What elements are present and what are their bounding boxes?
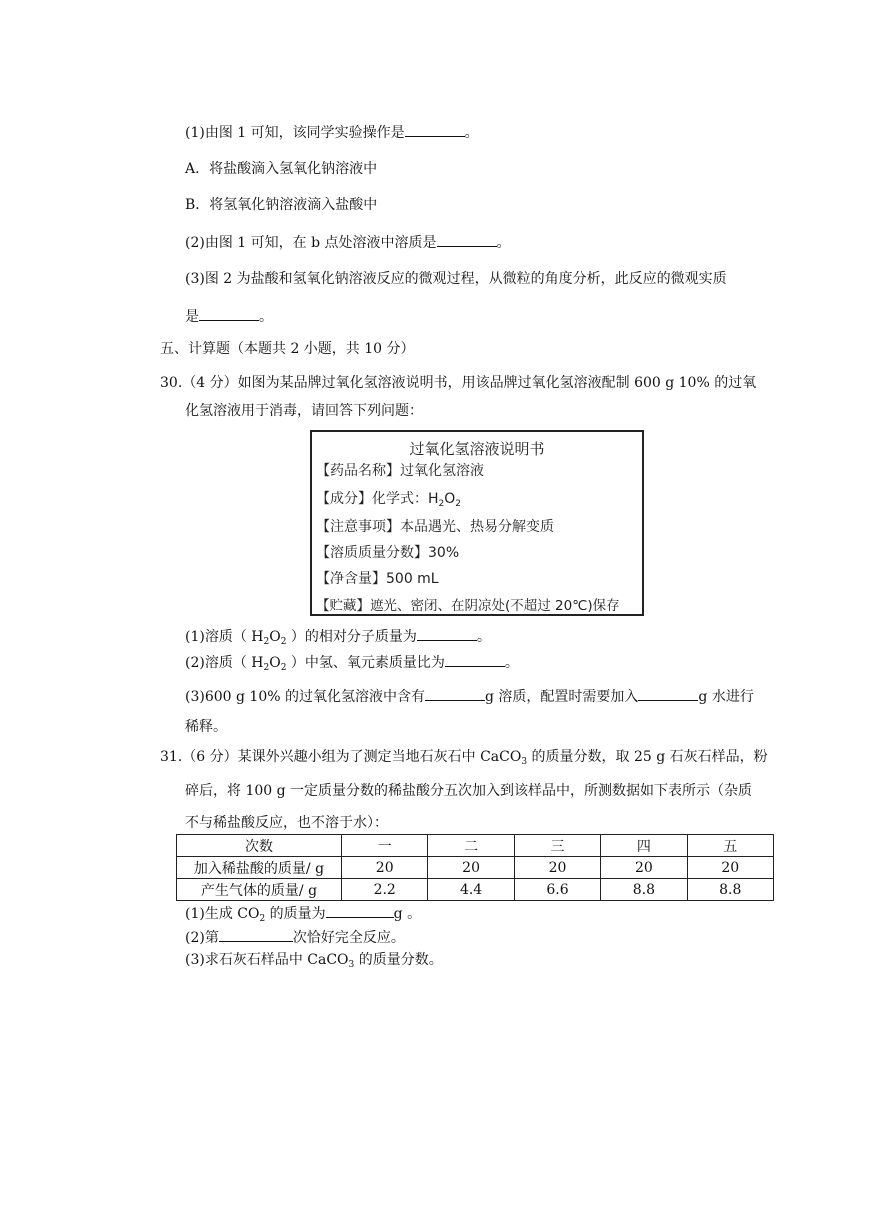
- q30-part2: (2)溶质（ $H_2O_2$ ）中氢、氧元素质量比为 。: [185, 652, 519, 677]
- label-drug-name: 【药品名称】过氧化氢溶液: [316, 463, 484, 479]
- product-label-image: [310, 430, 644, 616]
- q31-stem-line2: 碎后，将 100 g 一定质量分数的稀盐酸分五次加入到该样品中，所测数据如下表所示（杂质: [185, 783, 753, 799]
- table-cell: 三: [514, 835, 600, 857]
- label-precautions: 【注意事项】本品遇光、热易分解变质: [316, 519, 554, 535]
- table-header-row: [177, 835, 774, 857]
- table-cell: 产生气体的质量/ g: [177, 879, 342, 901]
- table-cell: 20: [514, 857, 600, 879]
- label-concentration: 【溶质质量分数】30%: [316, 545, 460, 561]
- table-cell: 次数: [177, 835, 342, 857]
- table-cell: 五: [687, 835, 773, 857]
- q30-part3: (3)600 g 10% 的过氧化氢溶液中含有 g 溶质，配置时需要加入 g 水进行: [185, 686, 754, 706]
- table-cell: 20: [601, 857, 687, 879]
- q29-option-b: B．将氢氧化钠溶液滴入盐酸中: [185, 197, 378, 213]
- q30-stem-line1: 30.（4 分）如图为某品牌过氧化氢溶液说明书，用该品牌过氧化氢溶液配制 600 g 10% 的过氧: [160, 375, 757, 391]
- label-net-content: 【净含量】500 mL: [316, 571, 439, 587]
- table-row: [177, 879, 774, 901]
- table-cell: 4.4: [428, 879, 514, 901]
- answer-blank[interactable]: [199, 306, 259, 321]
- q29-part1: (1)由图 1 可知，该同学实验操作是 。: [185, 122, 479, 142]
- table-cell: 20: [428, 857, 514, 879]
- answer-blank[interactable]: [437, 232, 497, 247]
- table-cell: 2.2: [342, 879, 428, 901]
- table-cell: 8.8: [601, 879, 687, 901]
- table-cell: 二: [428, 835, 514, 857]
- q31-part2: (2)第 次恰好完全反应。: [185, 930, 405, 946]
- q31-stem-line3: 不与稀盐酸反应，也不溶于水）：: [185, 815, 388, 831]
- table-cell: 加入稀盐酸的质量/ g: [177, 857, 342, 879]
- q30-part1: (1)溶质（ $H_2O_2$ ）的相对分子质量为 。: [185, 626, 491, 651]
- q30-stem-line2: 化氢溶液用于消毒，请回答下列问题：: [185, 403, 423, 419]
- data-table: [176, 834, 774, 901]
- table-cell: 四: [601, 835, 687, 857]
- table-cell: 6.6: [514, 879, 600, 901]
- label-storage: 【贮藏】遮光、密闭、在阴凉处(不超过 20℃)保存: [316, 598, 620, 614]
- q29-option-a: A．将盐酸滴入氢氧化钠溶液中: [185, 161, 378, 177]
- label-composition: 【成分】化学式：$H_2O_2$: [316, 491, 462, 509]
- q31-stem-line1: 31.（6 分）某课外兴趣小组为了测定当地石灰石中 CaCO$_3$ 的质量分数，取 25 g 石灰石样品，粉: [160, 749, 768, 767]
- q29-part2: (2)由图 1 可知，在 b 点处溶液中溶质是 。: [185, 232, 511, 252]
- section-heading: 五、计算题（本题共 2 小题，共 10 分）: [160, 341, 415, 357]
- q29-part3-cont: 是 。: [185, 306, 273, 326]
- answer-blank[interactable]: [417, 626, 477, 641]
- answer-blank[interactable]: [326, 905, 394, 918]
- q29-part3: (3)图 2 为盐酸和氢氧化钠溶液反应的微观过程，从微粒的角度分析，此反应的微观实质: [185, 271, 727, 287]
- table-cell: 20: [342, 857, 428, 879]
- table-cell: 一: [342, 835, 428, 857]
- table-row: [177, 857, 774, 879]
- answer-blank[interactable]: [219, 929, 293, 942]
- q30-part3-cont: 稀释。: [185, 719, 227, 735]
- table-cell: 8.8: [687, 879, 773, 901]
- q31-part1: (1)生成 $CO_2$ 的质量为 g 。: [185, 906, 422, 924]
- answer-blank[interactable]: [405, 122, 465, 137]
- answer-blank[interactable]: [425, 686, 485, 701]
- label-title: 过氧化氢溶液说明书: [409, 440, 545, 458]
- answer-blank[interactable]: [445, 652, 505, 667]
- answer-blank[interactable]: [638, 686, 698, 701]
- table-cell: 20: [687, 857, 773, 879]
- q31-part3: (3)求石灰石样品中 CaCO$_3$ 的质量分数。: [185, 952, 443, 970]
